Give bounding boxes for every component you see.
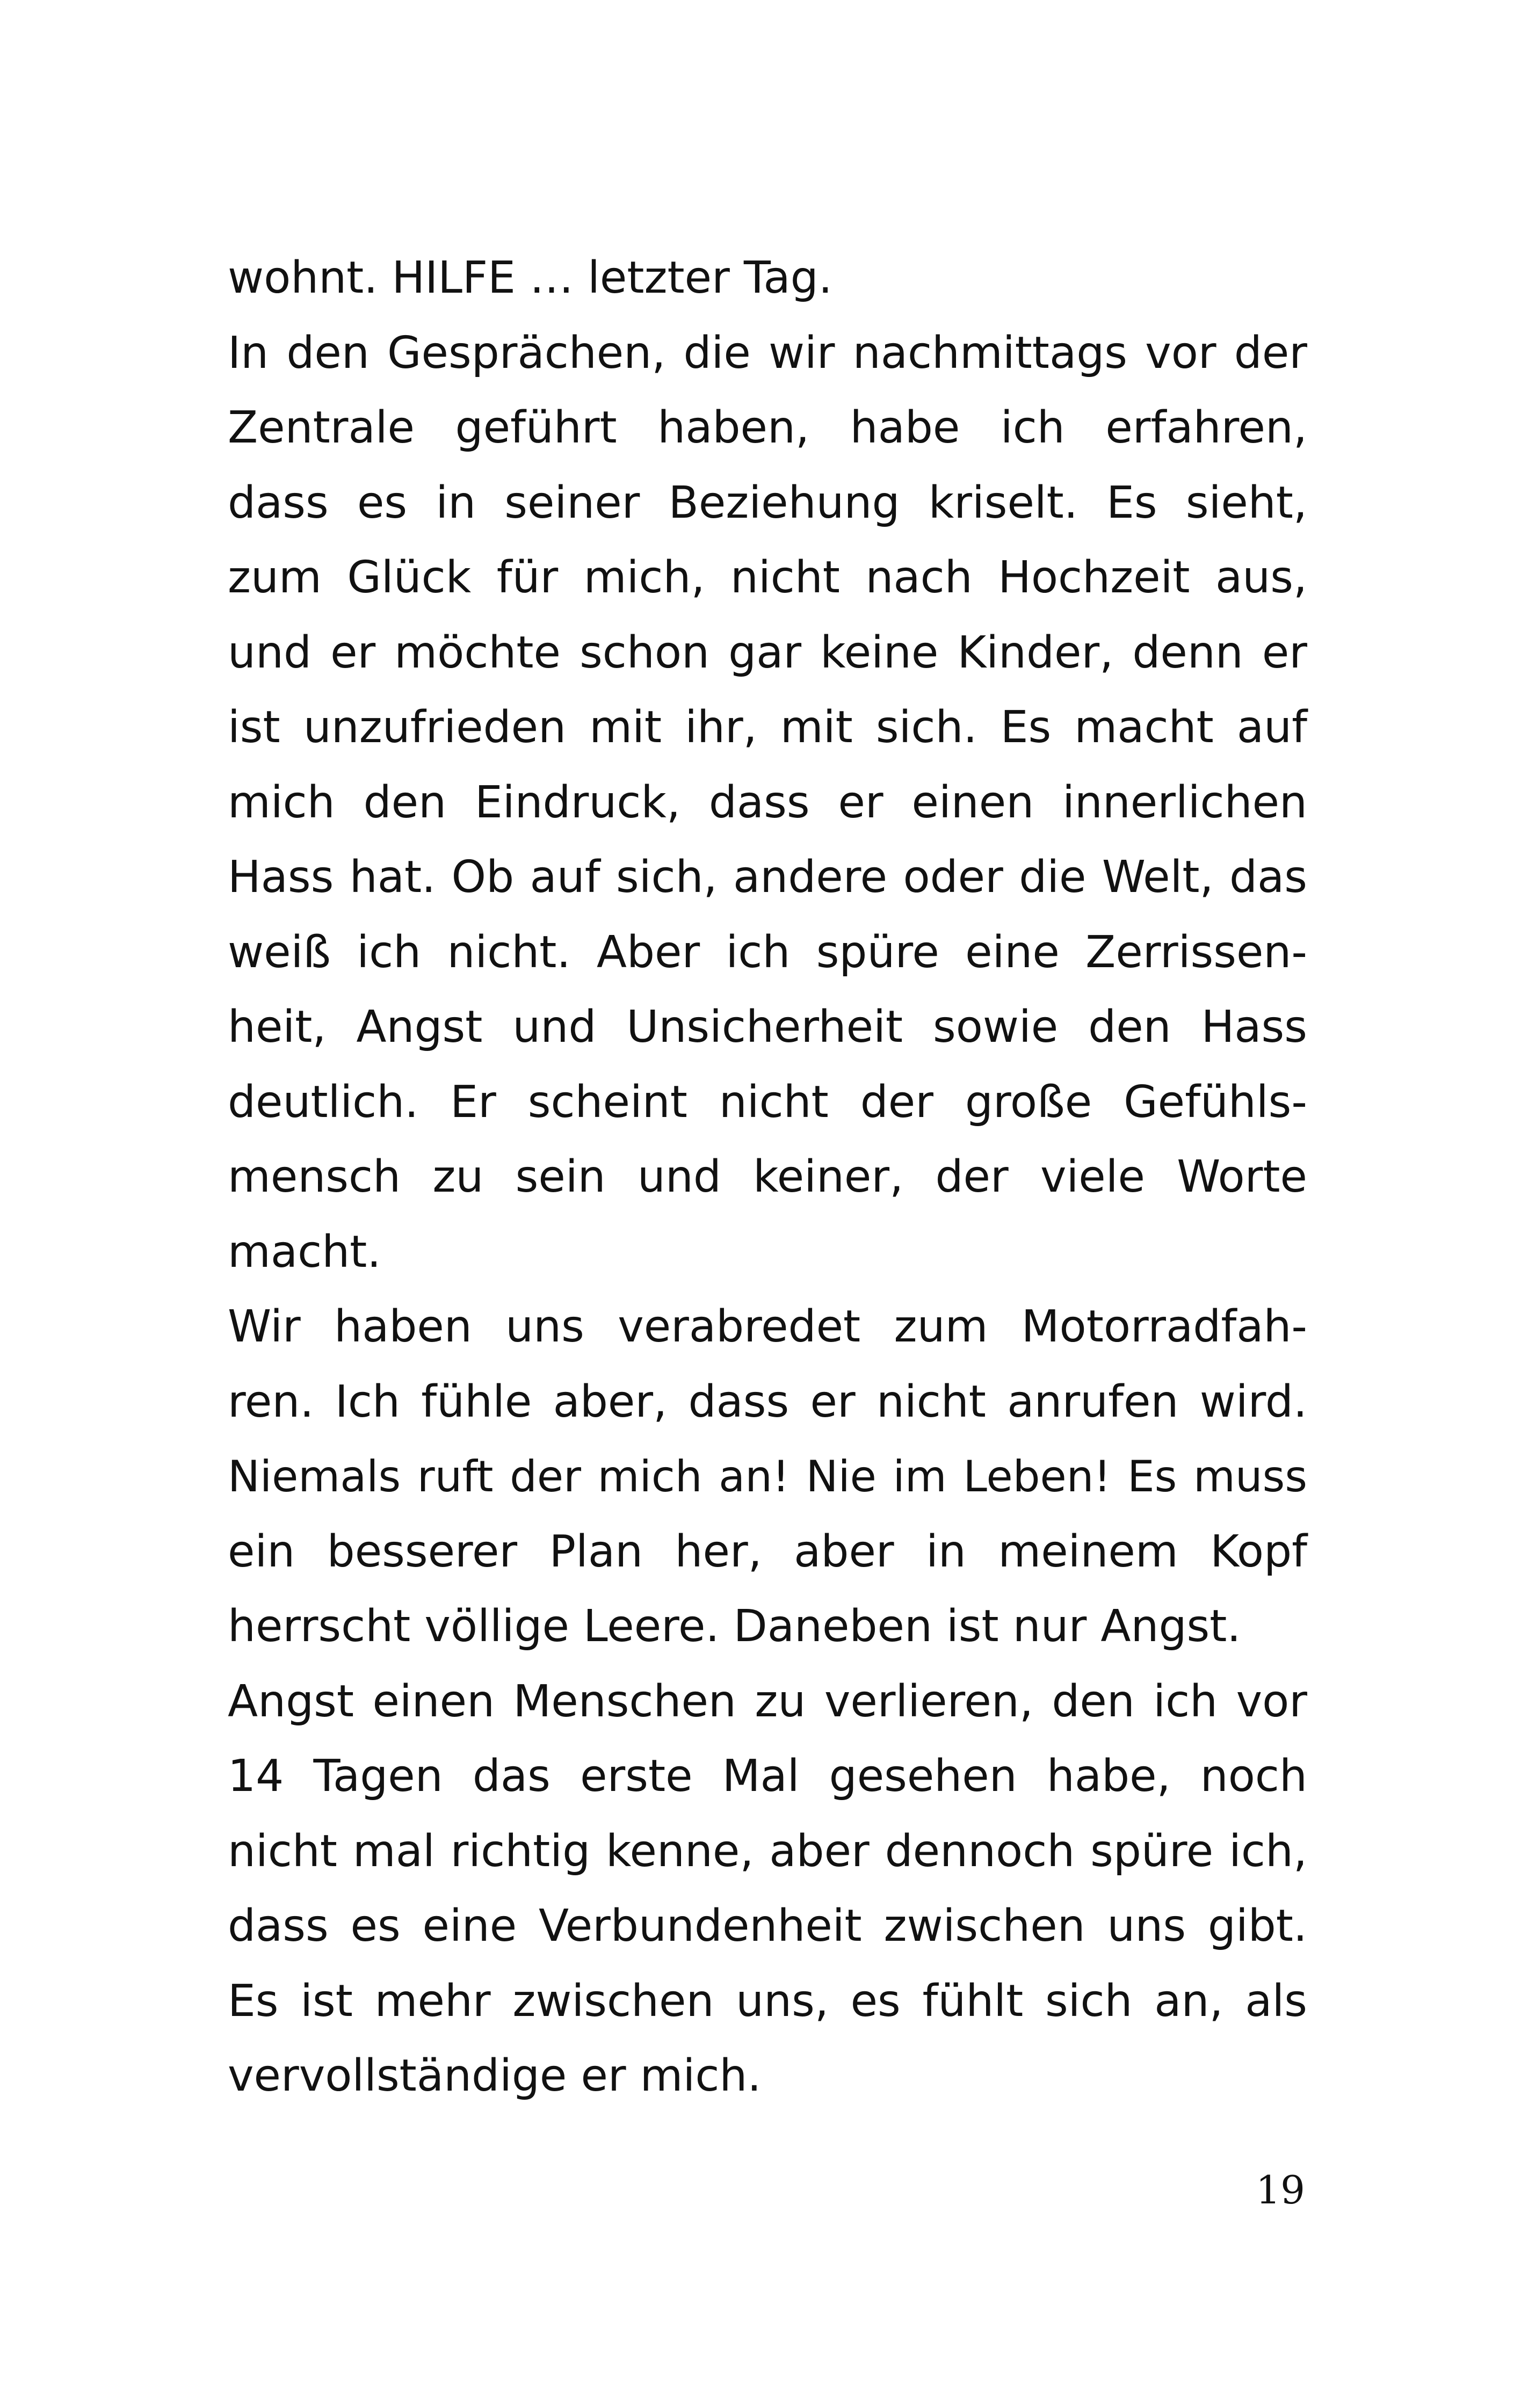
text-line: zum Glück für mich, nicht nach Hochzeit aus, — [228, 552, 1307, 603]
text-line: Wir haben uns verabredet zum Motorradfah- — [228, 1301, 1307, 1352]
text-line: herrscht völlige Leere. Daneben ist nur Angst. — [228, 1601, 1241, 1652]
body-text — [228, 241, 1307, 2114]
text-line: ren. Ich fühle aber, dass er nicht anrufen wird. — [228, 1376, 1307, 1427]
text-line: macht. — [228, 1226, 381, 1278]
text-line: deutlich. Er scheint nicht der große Gefühls- — [228, 1076, 1307, 1128]
text-line: dass es eine Verbundenheit zwischen uns gibt. — [228, 1901, 1307, 1952]
text-line: und er möchte schon gar keine Kinder, denn er — [228, 627, 1307, 678]
text-line: wohnt. HILFE … letzter Tag. — [228, 252, 832, 303]
text-line: heit, Angst und Unsicherheit sowie den Hass — [228, 1002, 1307, 1053]
text-line: Es ist mehr zwischen uns, es fühlt sich an, als — [228, 1975, 1307, 2027]
text-line: nicht mal richtig kenne, aber dennoch spüre ich, — [228, 1825, 1307, 1877]
text-line: ist unzufrieden mit ihr, mit sich. Es macht auf — [228, 702, 1307, 753]
text-line: dass es in seiner Beziehung kriselt. Es sieht, — [228, 477, 1307, 528]
text-line: 14 Tagen das erste Mal gesehen habe, noch — [228, 1751, 1307, 1802]
text-line: mensch zu sein und keiner, der viele Worte — [228, 1151, 1307, 1202]
text-line: vervollständige er mich. — [228, 2050, 762, 2101]
text-line: Angst einen Menschen zu verlieren, den ich vor — [228, 1676, 1307, 1727]
text-line: Niemals ruft der mich an! Nie im Leben! Es muss — [228, 1452, 1307, 1502]
text-line: ein besserer Plan her, aber in meinem Kopf — [228, 1526, 1307, 1577]
text-line: weiß ich nicht. Aber ich spüre eine Zerrissen- — [228, 926, 1307, 978]
text-line: Zentrale geführt haben, habe ich erfahren, — [228, 402, 1307, 453]
text-line: In den Gesprächen, die wir nachmittags vor der — [228, 327, 1307, 379]
text-line: mich den Eindruck, dass er einen innerlichen — [228, 777, 1307, 828]
text-line: Hass hat. Ob auf sich, andere oder die Welt, das — [228, 852, 1307, 903]
page-number: 19 — [1256, 2167, 1305, 2213]
